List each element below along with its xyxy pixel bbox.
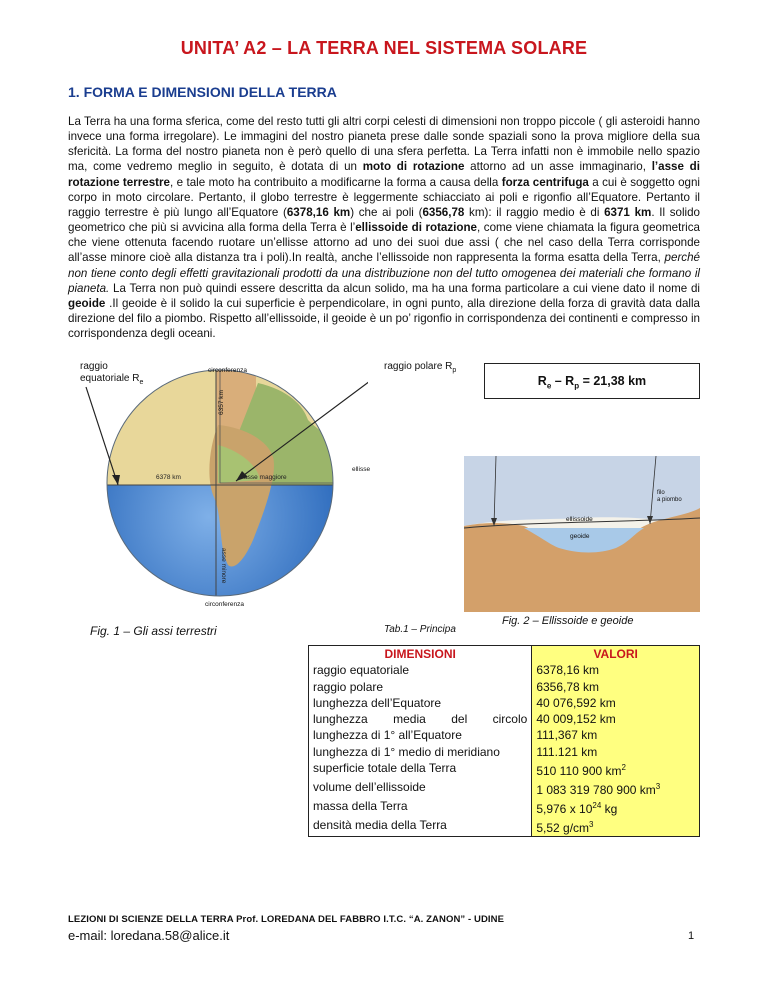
- cell-value: 6356,78 km: [532, 679, 700, 695]
- cell-dimension: massa della Terra: [309, 798, 532, 817]
- label-6378km: 6378 km: [156, 474, 181, 481]
- header-valori: VALORI: [532, 646, 700, 663]
- table-row: [309, 695, 700, 711]
- cell-dimension: densità media della Terra: [309, 817, 532, 837]
- page-title: UNITA’ A2 – LA TERRA NEL SISTEMA SOLARE: [180, 38, 588, 58]
- cell-dimension: lunghezza media del circolo: [309, 711, 532, 727]
- label-asse-minore: asse minore: [220, 548, 227, 584]
- table-row: [309, 679, 700, 695]
- cell-dimension: volume dell’ellissoide: [309, 779, 532, 798]
- label-ellisse-left: ellisse: [88, 489, 107, 496]
- cell-dimension: superficie totale della Terra: [309, 760, 532, 779]
- table-row: [309, 817, 700, 837]
- label-filo-a-piombo: filo a piombo: [657, 490, 682, 503]
- footer-email: e-mail: loredana.58@alice.it: [68, 928, 230, 943]
- table-row: [309, 798, 700, 817]
- cell-value: 6378,16 km: [532, 662, 700, 678]
- cell-dimension: lunghezza dell’Equatore: [309, 695, 532, 711]
- cell-dimension: raggio polare: [309, 679, 532, 695]
- fig2-caption: Fig. 2 – Ellissoide e geoide: [502, 615, 634, 627]
- dimensions-table: [308, 645, 700, 837]
- cell-dimension: lunghezza di 1° all’Equatore: [309, 727, 532, 743]
- label-6357km: 6357 km: [218, 390, 225, 415]
- label-polar-radius: raggio polare $R_p$: [384, 361, 457, 374]
- cell-value: 1 083 319 780 900 $km^3$: [532, 779, 700, 798]
- formula-box: [484, 363, 700, 399]
- cell-value: 5,52 $g/cm^3$: [532, 817, 700, 837]
- table-row: [309, 760, 700, 779]
- cell-dimension: raggio equatoriale: [309, 662, 532, 678]
- formula-text: $R_e - R_p = 21,38$ km: [537, 374, 647, 391]
- label-circonferenza-top: circonferenza: [208, 367, 248, 374]
- label-circonferenza-bottom: circonferenza: [205, 601, 245, 608]
- label-equatorial-radius: raggio equatoriale $R_e$: [80, 361, 144, 386]
- cell-dimension: lunghezza di 1° medio di meridiano: [309, 744, 532, 760]
- label-geoide: geoide: [570, 533, 590, 540]
- page-number: 1: [688, 930, 695, 942]
- label-ellissoide: ellissoide: [566, 516, 593, 523]
- section-heading: 1. FORMA E DIMENSIONI DELLA TERRA: [68, 84, 337, 100]
- body-paragraph: La Terra ha una forma sferica, come del resto tutti gli altri corpi celesti di dimensioni non troppo piccole ( gli asteroidi hanno invece una forma irregolare). Le immagini del nostro pianeta prese dalle sonde spaziali sono la prova migliore della sua sfericità. La forma del nostro pianeta non è però quello di una sfera perfetta. La Terra infatti non è immobile nello spazio ma, come vedremo meglio in seguito, è dotata di un moto di rotazione attorno ad un asse immaginario, l’asse di rotazione terrestre, e tale moto ha contribuito a modificarne la forma a causa della forza centrifuga a cui è soggetto ogni corpo in moto circolare. Pertanto, il globo terrestre è leggermente schiacciato ai poli e rigonfio all’Equatore. Pertanto il raggio terrestre è più lungo all’Equatore (6378,16 km) che ai poli (6356,78 km): il raggio medio è di 6371 km. Il solido geometrico che più si avvicina alla forma della Terra è l’ellissoide di rotazione, come viene chiamata la figura geometrica che viene ottenuta facendo ruotare un’ellisse attorno ad uno dei suoi due assi ( che nel caso della Terra corrisponde all’asse minore cioè alla distanza tra i poli).In realtà, anche l’ellissoide non rappresenta la forma esatta della Terra, perché non tiene conto degli effetti gravitazionali prodotti da una distribuzione non del tutto omogenea dei materiali che formano il pianeta. La Terra non può quindi essere descritta da alcun solido, ma ha una forma particolare a cui viene dato il nome di geoide .Il geoide è il solido la cui superficie è perpendicolare, in ogni punto, alla direzione della forza di gravità data dalla direzione del filo a piombo. Rispetto all’ellissoide, il geoide è un po’ rigonfio in corrispondenza dei continenti e compresso in corrispondenza degli oceani.: [68, 115, 701, 341]
- table-header-row: [309, 646, 700, 663]
- table-row: [309, 727, 700, 743]
- label-asse-maggiore: asse maggiore: [244, 474, 287, 481]
- cell-value: 40 076,592 km: [532, 695, 700, 711]
- table-caption: Tab.1 – Principa: [384, 624, 456, 635]
- cell-value: 5,976 x $10^{24}$ kg: [532, 798, 700, 817]
- table-row: [309, 662, 700, 678]
- table-row: [309, 744, 700, 760]
- cell-value: 111.121 km: [532, 744, 700, 760]
- cell-value: 111,367 km: [532, 727, 700, 743]
- fig1-caption: Fig. 1 – Gli assi terrestri: [90, 624, 217, 638]
- cell-value: 40 009,152 km: [532, 711, 700, 727]
- table-row: [309, 779, 700, 798]
- footer-course: LEZIONI DI SCIENZE DELLA TERRA Prof. LOREDANA DEL FABBRO I.T.C. “A. ZANON” - UDINE: [68, 914, 505, 925]
- header-dimensioni: DIMENSIONI: [309, 646, 532, 663]
- cell-value: 510 110 900 $km^2$: [532, 760, 700, 779]
- label-ellisse-right: ellisse: [352, 466, 371, 473]
- table-row: [309, 711, 700, 727]
